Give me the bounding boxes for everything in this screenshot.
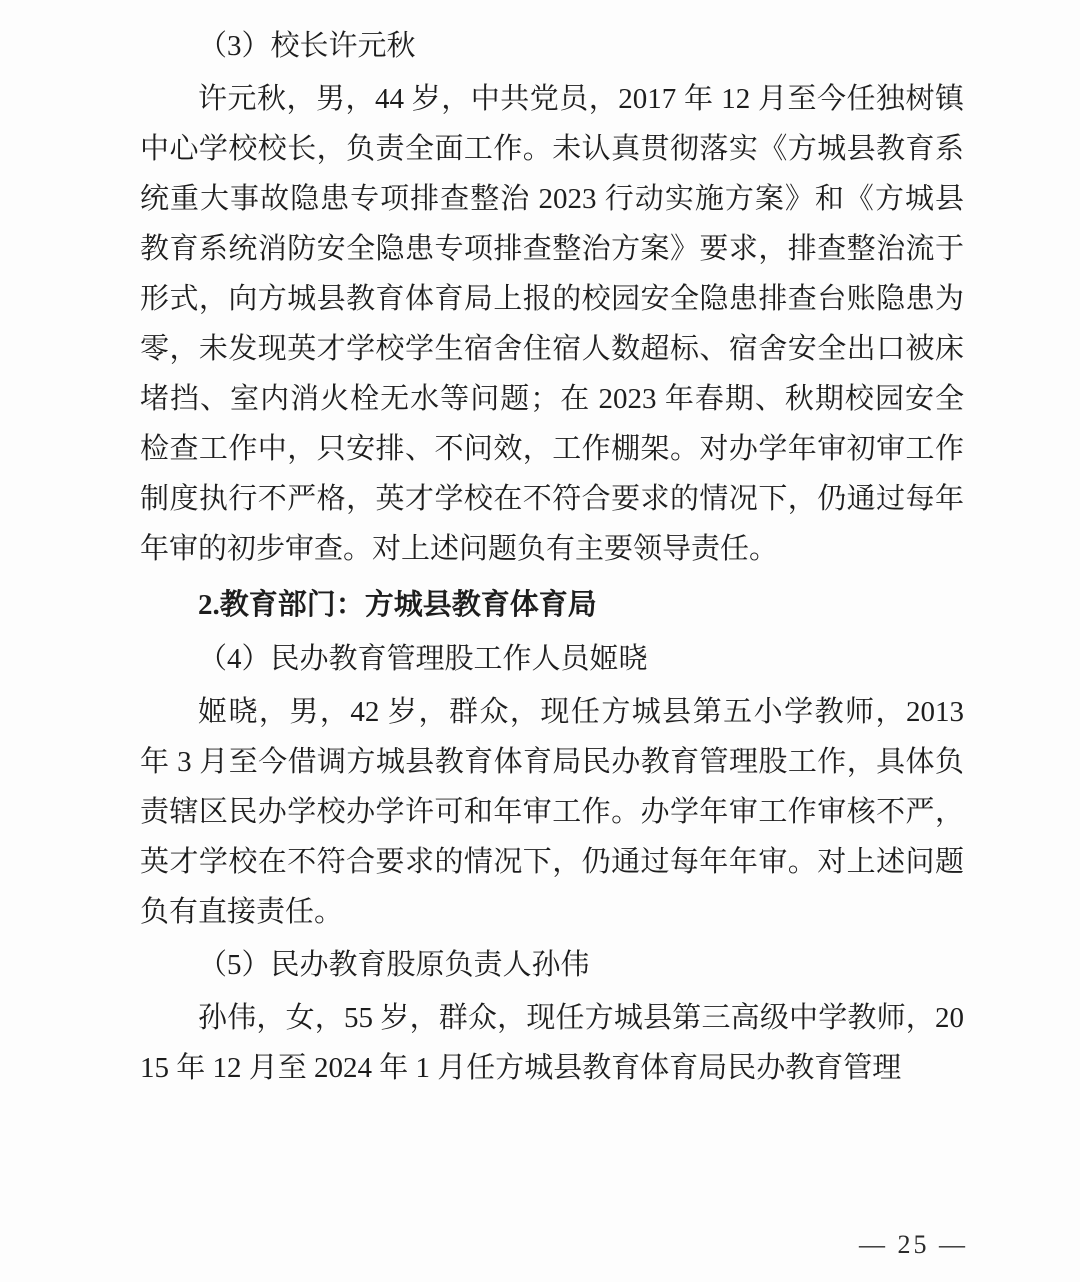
document-body [140, 18, 964, 1093]
paragraph-body: 姬晓，男，42 岁，群众，现任方城县第五小学教师，2013 年 3 月至今借调方城县教育体育局民办教育管理股工作，具体负责辖区民办学校办学许可和年审工作。办学年审工作审核不严，英才学校在不符合要求的情况下，仍通过每年年审。对上述问题负有直接责任。 [140, 696, 964, 928]
paragraph-section-heading: 2.教育部门：方城县教育体育局 [198, 589, 597, 621]
paragraph-item-heading: （5）民办教育股原负责人孙伟 [198, 949, 590, 981]
paragraph-item-heading: （4）民办教育管理股工作人员姬晓 [198, 643, 648, 675]
page-number: — 25 — [859, 1230, 968, 1259]
paragraph-body: 孙伟，女，55 岁，群众，现任方城县第三高级中学教师，2015 年 12 月至 2024 年 1 月任方城县教育体育局民办教育管理 [140, 1002, 964, 1084]
paragraph-item-heading: （3）校长许元秋 [198, 30, 416, 62]
paragraph-body: 许元秋，男，44 岁，中共党员，2017 年 12 月至今任独树镇中心学校校长，负责全面工作。未认真贯彻落实《方城县教育系统重大事故隐患专项排查整治 2023 行动实施方案》和《方城县教育系统消防安全隐患专项排查整治方案》要求，排查整治流于形式，向方城县教育体育局上报的校园安全隐患排查台账隐患为零，未发现英才学校学生宿舍住宿人数超标、宿舍安全出口被床堵挡、室内消火栓无水等问题；在 2023 年春期、秋期校园安全检查工作中，只安排、不问效，工作棚架。对办学年审初审工作制度执行不严格，英才学校在不符合要求的情况下，仍通过每年年审的初步审查。对上述问题负有主要领导责任。 [140, 83, 964, 565]
